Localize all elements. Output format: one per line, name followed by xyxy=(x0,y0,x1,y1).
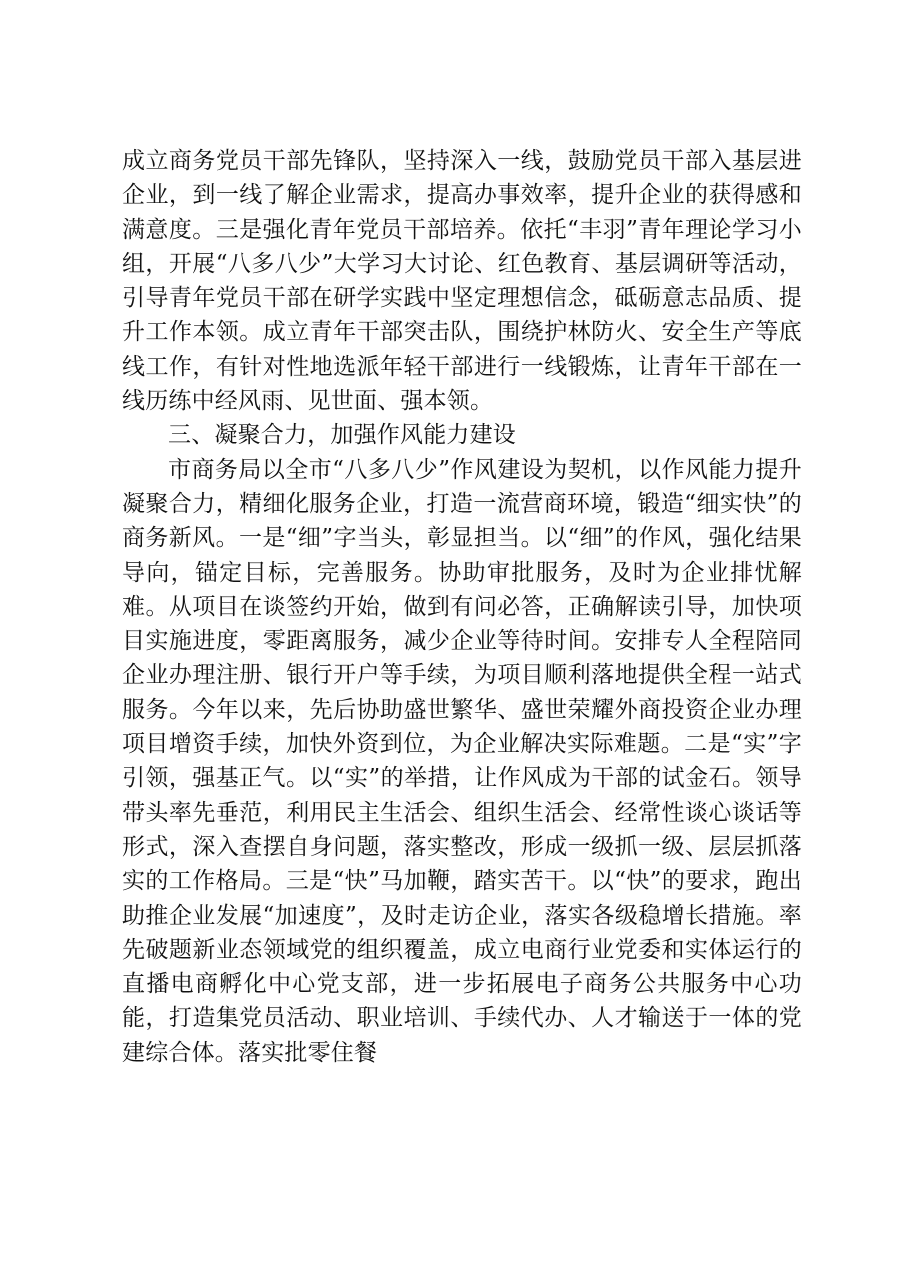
document-body xyxy=(122,144,802,1070)
section-heading: 三、凝聚合力，加强作风能力建设 xyxy=(168,422,516,449)
paragraph-body: 市商务局以全市“八多八少”作风建设为契机，以作风能力提升凝聚合力，精细化服务企业，打造一流营商环境，锻造“细实快”的商务新风。一是“细”字当头，彰显担当。以“细”的作风，强化结果导向，锚定目标，完善服务。协助审批服务，及时为企业排忧解难。从项目在谈签约开始，做到有问必答，正确解读引导，加快项目实施进度，零距离服务，减少企业等待时间。安排专人全程陪同企业办理注册、银行开户等手续，为项目顺利落地提供全程一站式服务。今年以来，先后协助盛世繁华、盛世荣耀外商投资企业办理项目增资手续，加快外资到位，为企业解决实际难题。二是“实”字引领，强基正气。以“实”的举措，让作风成为干部的试金石。领导带头率先垂范，利用民主生活会、组织生活会、经常性谈心谈话等形式，深入查摆自身问题，落实整改，形成一级抓一级、层层抓落实的工作格局。三是“快”马加鞭，踏实苦干。以“快”的要求，跑出助推企业发展“加速度”，及时走访企业，落实各级稳增长措施。率先破题新业态领域党的组织覆盖，成立电商行业党委和实体运行的直播电商孵化中心党支部，进一步拓展电子商务公共服务中心功能，打造集党员活动、职业培训、手续代办、人才输送于一体的党建综合体。落实批零住餐 xyxy=(122,456,802,1066)
paragraph-continuation: 成立商务党员干部先锋队，坚持深入一线，鼓励党员干部入基层进企业，到一线了解企业需求，提高办事效率，提升企业的获得感和满意度。三是强化青年党员干部培养。依托“丰羽”青年理论学习小组，开展“八多八少”大学习大讨论、红色教育、基层调研等活动，引导青年党员干部在研学实践中坚定理想信念，砥砺意志品质、提升工作本领。成立青年干部突击队，围绕护林防火、安全生产等底线工作，有针对性地选派年轻干部进行一线锻炼，让青年干部在一线历练中经风雨、见世面、强本领。 xyxy=(122,148,802,415)
